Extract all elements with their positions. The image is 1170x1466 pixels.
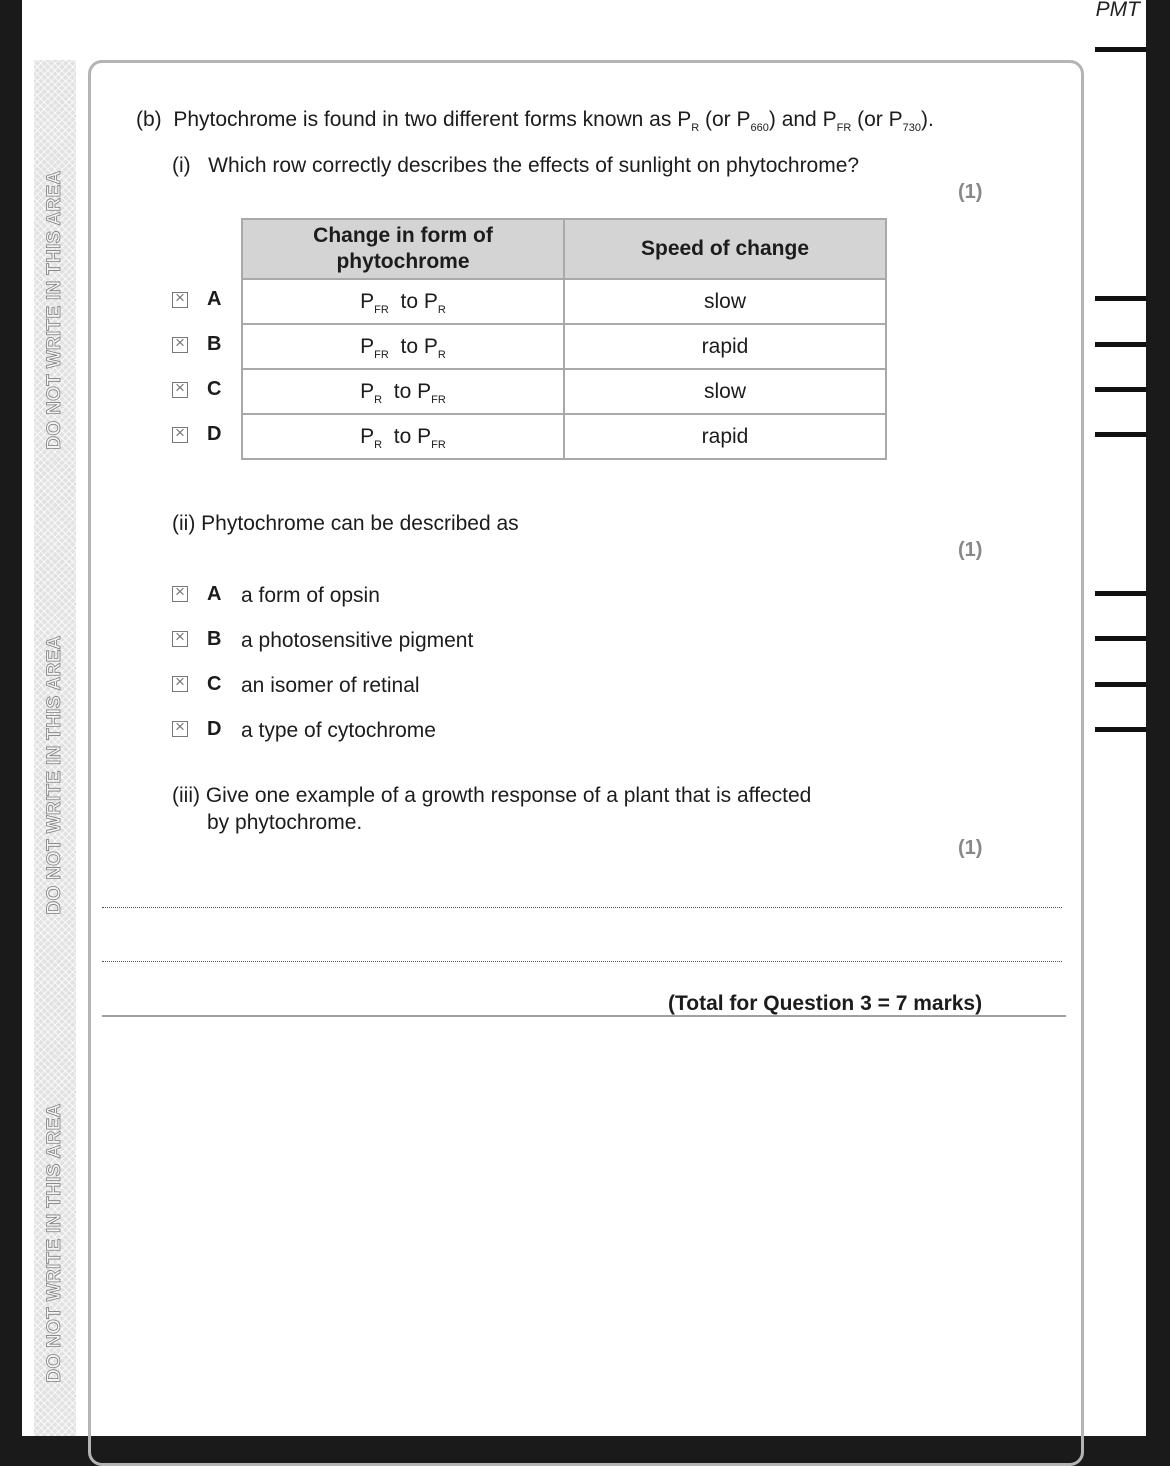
edge-mark	[1095, 636, 1146, 641]
option-letter: A	[207, 288, 222, 310]
speed-cell: rapid	[564, 324, 886, 369]
edge-mark	[1095, 682, 1146, 687]
option-letter: B	[207, 333, 222, 355]
option-text: a photosensitive pigment	[241, 629, 474, 652]
table-row	[242, 369, 886, 414]
table-row	[242, 414, 886, 459]
speed-cell: rapid	[564, 414, 886, 459]
phytochrome-table	[241, 218, 887, 460]
margin-warning-1: DO NOT WRITE IN THIS AREA	[44, 170, 65, 450]
change-cell: $P_{FR}$ to $P_R$	[242, 324, 564, 369]
edge-mark	[1095, 727, 1146, 732]
checkbox-ii-a[interactable]: ×	[172, 586, 188, 602]
question-iii: (iii) Give one example of a growth response of a plant that is affected	[172, 784, 812, 807]
exam-page	[22, 0, 1146, 1436]
table-row	[242, 324, 886, 369]
option-text: an isomer of retinal	[241, 674, 420, 697]
checkbox-i-c[interactable]: ×	[172, 382, 188, 398]
checkbox-ii-c[interactable]: ×	[172, 676, 188, 692]
edge-mark	[1095, 591, 1146, 596]
speed-cell: slow	[564, 279, 886, 324]
option-letter: C	[207, 673, 222, 695]
option-letter: A	[207, 583, 222, 605]
table-row	[242, 279, 886, 324]
edge-mark	[1095, 432, 1146, 437]
total-marks: (Total for Question 3 = 7 marks)	[668, 992, 983, 1015]
change-cell: $P_{FR}$ to $P_R$	[242, 279, 564, 324]
speed-cell: slow	[564, 369, 886, 414]
answer-line[interactable]	[102, 961, 1062, 962]
option-letter: D	[207, 718, 222, 740]
checkbox-i-d[interactable]: ×	[172, 427, 188, 443]
option-letter: C	[207, 378, 222, 400]
checkbox-i-a[interactable]: ×	[172, 292, 188, 308]
header-speed: Speed of change	[564, 219, 886, 279]
question-ii: (ii) Phytochrome can be described as	[172, 512, 519, 535]
table-header-row	[242, 219, 886, 279]
option-text: a type of cytochrome	[241, 719, 436, 742]
marks-ii: (1)	[958, 539, 983, 561]
option-letter: D	[207, 423, 222, 445]
change-cell: $P_R$ to $P_{FR}$	[242, 414, 564, 459]
edge-mark	[1095, 387, 1146, 392]
part-b-stem: (b) Phytochrome is found in two different forms known as $P_R$ (or $P_{660}$) and $P_{FR}$ (or $P_{730}$).	[136, 108, 934, 134]
header-change: Change in form of phytochrome	[242, 219, 564, 279]
option-text: a form of opsin	[241, 584, 380, 607]
change-cell: $P_R$ to $P_{FR}$	[242, 369, 564, 414]
margin-warning-3: DO NOT WRITE IN THIS AREA	[44, 1103, 65, 1383]
margin-strip	[34, 60, 76, 1436]
option-letter: B	[207, 628, 222, 650]
checkbox-i-b[interactable]: ×	[172, 337, 188, 353]
pmt-label: PMT	[1095, 0, 1140, 21]
divider	[102, 1015, 1066, 1017]
marks-iii: (1)	[958, 837, 983, 859]
checkbox-ii-d[interactable]: ×	[172, 721, 188, 737]
question-iii-line2: by phytochrome.	[207, 811, 363, 834]
margin-warning-2: DO NOT WRITE IN THIS AREA	[44, 635, 65, 915]
marks-i: (1)	[958, 181, 983, 203]
question-i: (i) Which row correctly describes the effects of sunlight on phytochrome?	[172, 154, 860, 177]
edge-mark	[1095, 296, 1146, 301]
answer-line[interactable]	[102, 907, 1062, 908]
edge-mark	[1095, 342, 1146, 347]
part-b-label: (b)	[136, 108, 162, 131]
checkbox-ii-b[interactable]: ×	[172, 631, 188, 647]
edge-mark	[1095, 47, 1146, 52]
